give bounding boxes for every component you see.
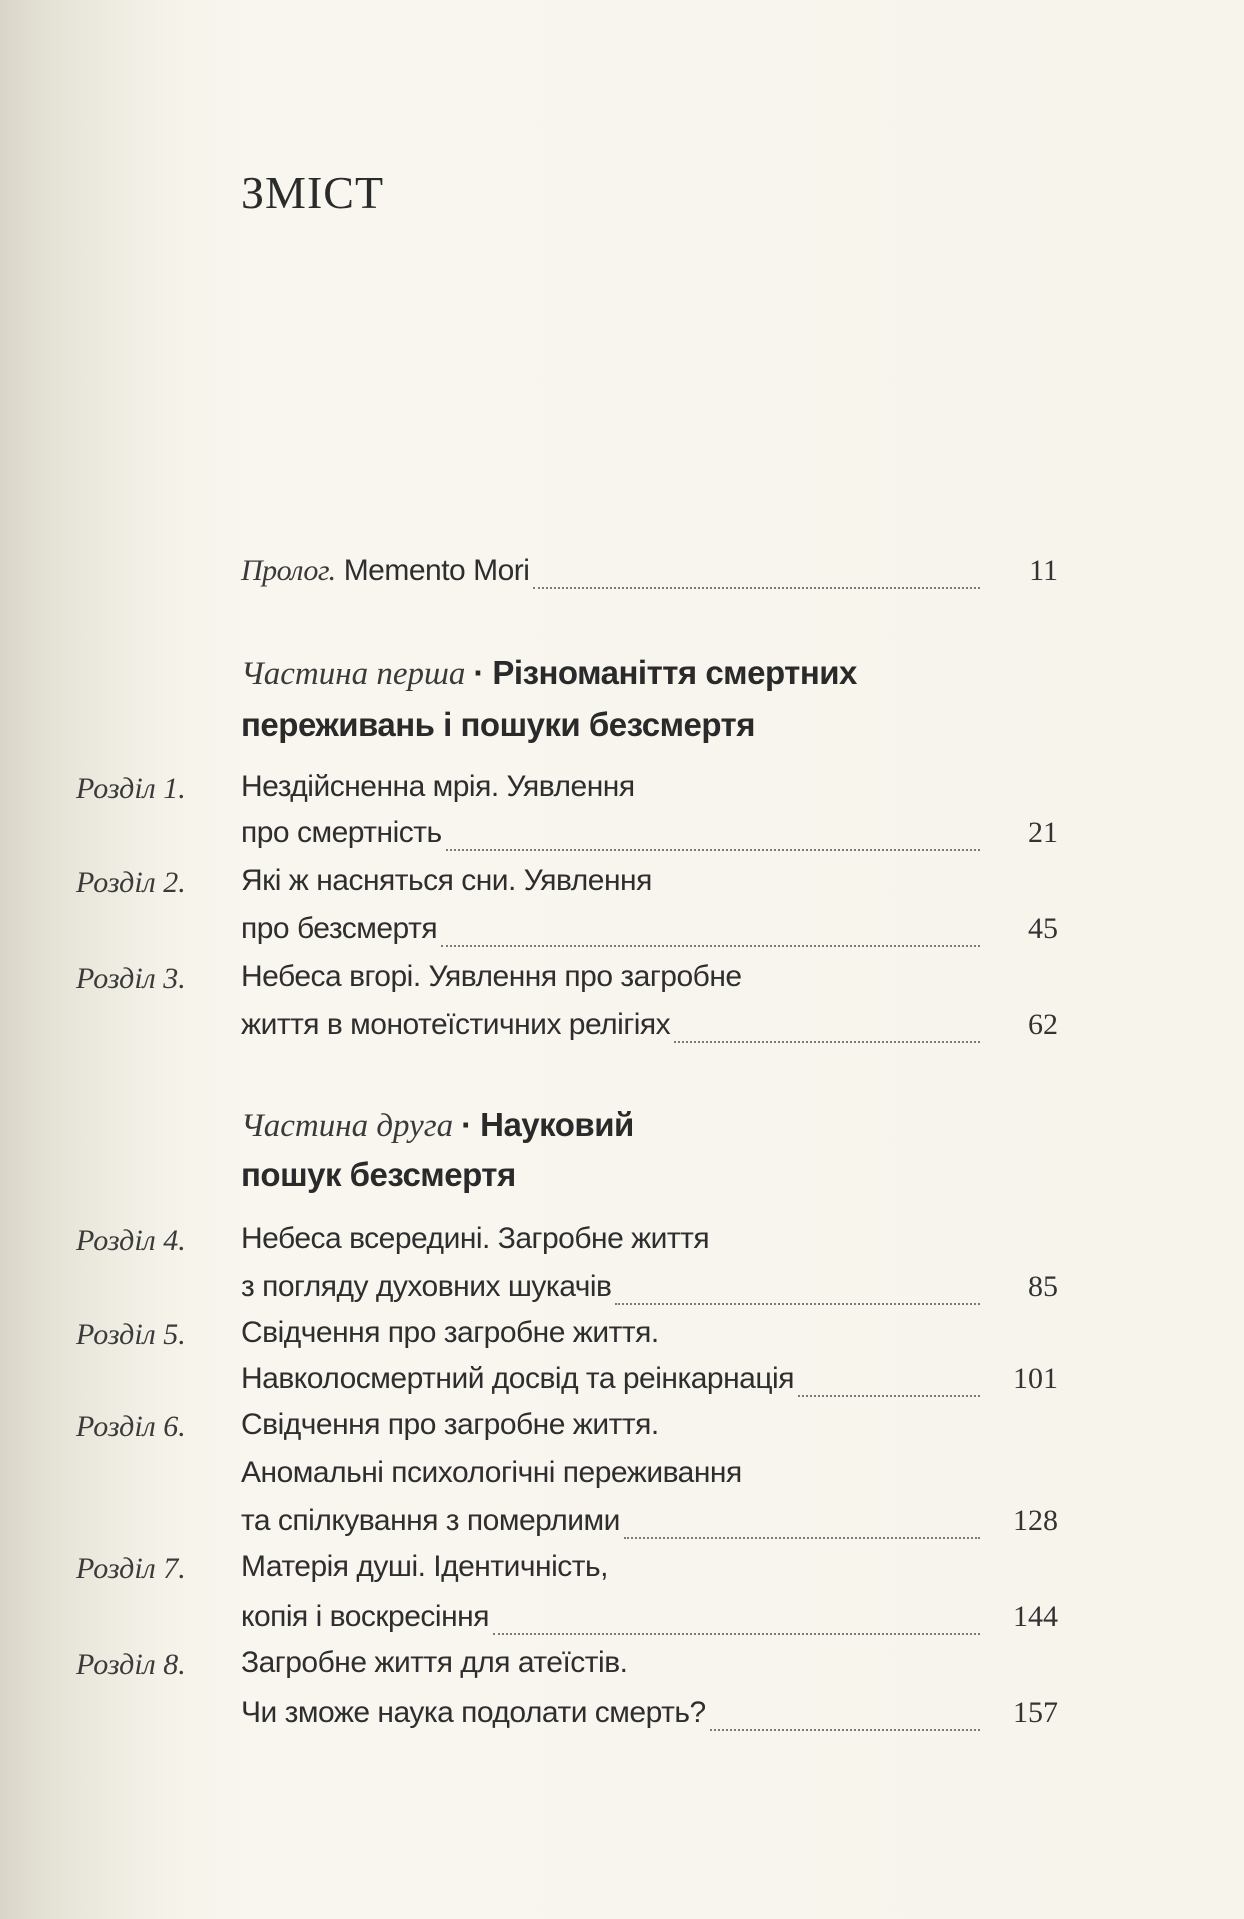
chapter-label: Розділ 2. (76, 866, 186, 899)
part-heading-1 (241, 654, 857, 693)
toc-entry-prologue[interactable] (241, 554, 1058, 598)
dot-leader (624, 1537, 980, 1539)
part-heading-2-line2 (241, 1156, 516, 1194)
chapter-title-line: Свідчення про загробне життя. (241, 1316, 659, 1349)
page-number: 62 (1028, 1008, 1058, 1041)
page-number: 144 (1013, 1600, 1058, 1633)
part-heading-2 (241, 1106, 634, 1145)
chapter-label: Розділ 4. (76, 1224, 186, 1257)
part-title: Різноманіття смертних (492, 654, 857, 691)
chapter-title-line: про безсмертя (241, 912, 438, 945)
chapter-label: Розділ 6. (76, 1410, 186, 1443)
chapter-title-line: Навколосмертний досвід та реінкарнація (241, 1362, 794, 1395)
chapter-title-line: Аномальні психологічні переживання (241, 1456, 742, 1489)
chapter-label: Розділ 1. (76, 772, 186, 805)
prologue-label: Пролог. (241, 554, 336, 587)
chapter-label: Розділ 5. (76, 1318, 186, 1351)
dot-leader (441, 945, 980, 947)
part-title: переживань і пошуки безсмертя (241, 706, 755, 743)
chapter-title-line: про смертність (241, 816, 442, 849)
chapter-title-line: Свідчення про загробне життя. (241, 1408, 659, 1441)
page-number: 101 (1013, 1362, 1058, 1395)
page-number: 11 (1029, 554, 1058, 587)
chapter-title-line: та спілкування з померлими (241, 1504, 620, 1537)
prologue-title: Memento Mori (343, 554, 530, 587)
chapter-label: Розділ 7. (76, 1552, 186, 1585)
chapter-label: Розділ 3. (76, 962, 186, 995)
dot-leader (446, 849, 980, 851)
page-number: 21 (1028, 816, 1058, 849)
page-number: 157 (1013, 1696, 1058, 1729)
separator: · (461, 1106, 473, 1143)
part-label: Частина друга (241, 1108, 454, 1144)
dot-leader (493, 1633, 980, 1635)
page-number: 45 (1028, 912, 1058, 945)
page-title: ЗМІСТ (241, 167, 385, 218)
chapter-title-line: Нездійсненна мрія. Уявлення (241, 770, 635, 803)
page-number: 85 (1028, 1270, 1058, 1303)
dot-leader (615, 1303, 980, 1305)
chapter-title-line: Чи зможе наука подолати смерть? (241, 1696, 706, 1729)
chapter-title-line: Небеса всередині. Загробне життя (241, 1222, 710, 1255)
page-number: 128 (1013, 1504, 1058, 1537)
chapter-title-line: Загробне життя для атеїстів. (241, 1646, 628, 1679)
dot-leader (710, 1729, 980, 1731)
chapter-label: Розділ 8. (76, 1648, 186, 1681)
part-heading-1-line2 (241, 706, 755, 744)
dot-leader (533, 587, 980, 589)
dot-leader (674, 1041, 980, 1043)
chapter-title-line: життя в монотеїстичних релігіях (241, 1008, 671, 1041)
part-label: Частина перша (241, 656, 466, 692)
chapter-title-line: Матерія душі. Ідентичність, (241, 1550, 608, 1583)
separator: · (473, 654, 485, 691)
chapter-title-line: копія і воскресіння (241, 1600, 489, 1633)
dot-leader (798, 1395, 980, 1397)
part-title: пошук безсмертя (241, 1156, 516, 1193)
chapter-title-line: Які ж насняться сни. Уявлення (241, 864, 652, 897)
chapter-title-line: Небеса вгорі. Уявлення про загробне (241, 960, 742, 993)
chapter-title-line: з погляду духовних шукачів (241, 1270, 612, 1303)
part-title: Науковий (480, 1106, 634, 1143)
